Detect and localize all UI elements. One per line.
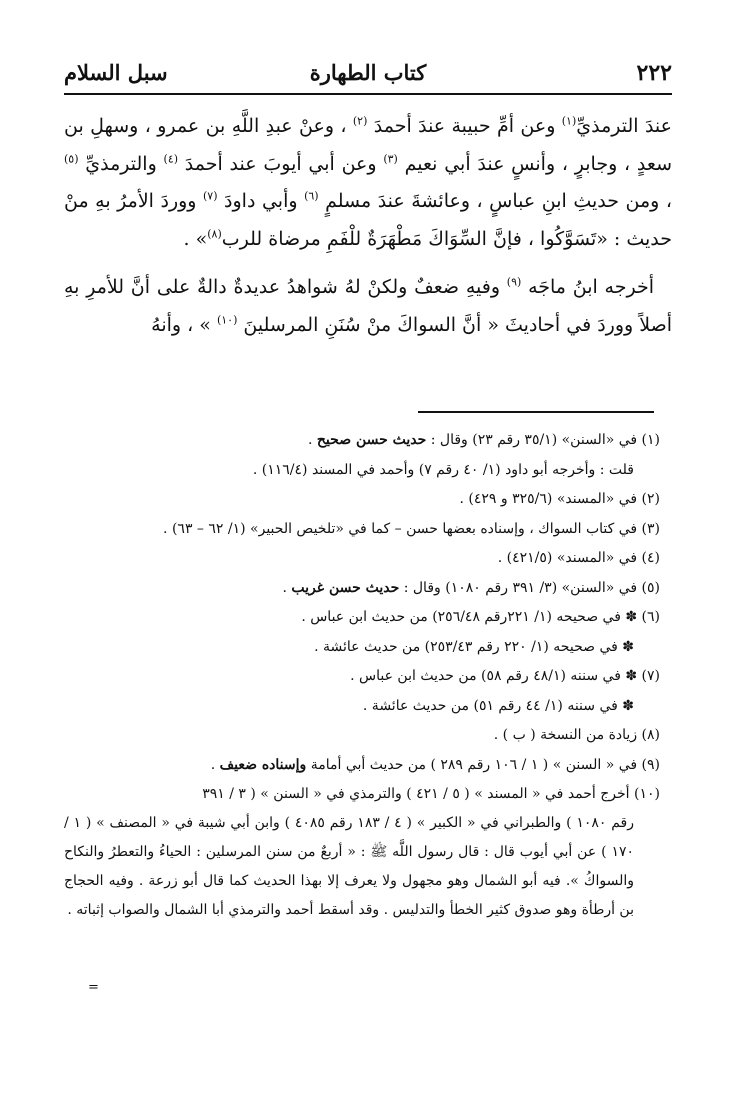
- text-run: والترمذيِّ: [78, 152, 164, 175]
- footnote-grade: حديث حسن غريب: [291, 579, 400, 596]
- header-rule: [64, 93, 672, 95]
- text-run: وعن أمِّ حبيبة عندَ أحمدَ: [367, 115, 562, 137]
- footnote-ref: (٤): [163, 152, 179, 166]
- footnote-1: [64, 426, 672, 456]
- footnote-text: (٩) في « السنن » ( ١ / ١٠٦ رقم ٢٨٩ ) من حديث أبي أمامة: [306, 756, 660, 773]
- footnote-ref: (٩): [506, 275, 522, 289]
- footnotes: [64, 426, 672, 925]
- footnote-ref: (٢): [352, 114, 368, 128]
- footnote-ref: (٥): [64, 152, 79, 166]
- footnote-10: [64, 780, 672, 925]
- footnote-5: [64, 574, 672, 604]
- footnote-6a: (٦) ✽ في صحيحه (١/ ٢٢١رقم ٢٥٦/٤٨) من حديث ابن عباس .: [301, 609, 660, 625]
- footnote-text: .: [210, 756, 220, 773]
- page-header: [64, 58, 672, 94]
- footnote-text: (١٠) أخرج أحمد في « المسند » ( ٥ / ٤٢١ ) والترمذي في « السنن » ( ٣ / ٣٩١: [202, 786, 660, 802]
- text-run: » ، وأنهُ: [151, 313, 217, 336]
- footnote-ref: (٣): [383, 152, 398, 166]
- footnote-text-continued: رقم ١٠٨٠ ) والطبراني في « الكبير » ( ٤ / ١٨٣ رقم ٤٠٨٥ ) وابن أبي شيبة في « المصنف » ( ١ / ١٧٠ ) عن أبي أيوب قال : قال رسول اللَّه ﷺ : « أربعٌ من سنن المرسلين : الحياءُ والتعطرُ والنكاح والسواكُ ». فيه أبو الشمال وهو مجهول ولا يعرف إلا بهذا الحديث كما قال أبو زرعة . وفيه الحجاج بن أرطأة وهو صدوق كثير الخطأ والتدليس . وقد أسقط أحمد والترمذي أبا الشمال والصواب إثباته .: [64, 815, 634, 918]
- footnote-ref: (١٠): [216, 313, 238, 327]
- chapter-title: كتاب الطهارة: [309, 60, 427, 85]
- footnote-text: .: [307, 432, 317, 448]
- text-run: وعن أبي أيوبَ عند أحمدَ: [178, 152, 384, 175]
- footnote-text: .: [282, 579, 292, 596]
- footnote-ref: (١): [561, 114, 577, 128]
- footnote-1-note: قلت : وأخرجه أبو داود (١/ ٤٠ رقم ٧) وأحمد في المسند (١١٦/٤) .: [252, 461, 634, 478]
- footnote-text: (٥) في «السنن» (٣/ ٣٩١ رقم ١٠٨٠) وقال :: [399, 579, 660, 596]
- margin-mark: =: [88, 980, 99, 995]
- main-text: [64, 108, 672, 344]
- footnote-text: (١) في «السنن» (٣٥/١ رقم ٢٣) وقال :: [426, 432, 660, 448]
- text-run: وفيهِ ضعفٌ ولكنْ لهُ شواهدُ عديدةٌ دالةٌ على أنَّ للأمرِ بهِ أصلاً ووردَ في أحاديثَ « أنَّ السواكَ منْ سُنَنِ المرسلينَ: [64, 276, 672, 336]
- book-title: سبل السلام: [64, 60, 168, 85]
- footnote-3: (٣) في كتاب السواك ، وإسناده بعضها حسن – كما في «تلخيص الحبير» (١/ ٦٢ – ٦٣) .: [163, 520, 660, 537]
- footnote-7a: (٧) ✽ في سننه (٤٨/١ رقم ٥٨) من حديث ابن عباس .: [350, 668, 660, 684]
- footnote-8: (٨) زيادة من النسخة ( ب ) .: [493, 727, 660, 743]
- text-run: ، وعنْ عبدِ اللَّهِ بن عمرو ، وسهلِ بن سعدٍ ، وجابرٍ ، وأنسٍ عندَ أبي نعيم: [64, 115, 672, 175]
- footnote-9: [64, 751, 672, 781]
- footnote-6b: ✽ في صحيحه (١/ ٢٢٠ رقم ٢٥٣/٤٣) من حديث عائشة .: [314, 638, 634, 655]
- footnote-grade: وإسناده ضعيف: [219, 756, 307, 773]
- footnote-ref: (٨): [207, 227, 222, 241]
- paragraph-2: [64, 269, 672, 344]
- text-run: وأبي داودَ: [217, 190, 305, 212]
- footnote-separator: [418, 411, 654, 413]
- footnote-4: (٤) في «المسند» (٤٢١/٥) .: [497, 550, 660, 566]
- text-run: أخرجه ابنُ ماجَه: [521, 276, 654, 298]
- footnote-2: (٢) في «المسند» (٣٢٥/٦ و ٤٢٩) .: [459, 491, 660, 507]
- paragraph-1: [64, 108, 672, 258]
- footnote-7b: ✽ في سننه (١/ ٤٤ رقم ٥١) من حديث عائشة .: [362, 697, 634, 714]
- text-run: » .: [183, 227, 208, 250]
- text-run: ، ومن حديثِ ابنِ عباسٍ ، وعائشةَ عندَ مسلمٍ: [318, 190, 672, 212]
- text-run: عندَ الترمذيِّ: [576, 115, 672, 137]
- footnote-grade: حديث حسن صحيح: [316, 432, 427, 448]
- page-number: ٢٢٢: [636, 60, 672, 86]
- footnote-ref: (٧): [203, 189, 218, 203]
- text-run: ووردَ الأمرُ بهِ منْ حديث : «تَسَوَّكُوا ، فإنَّ السِّوَاكَ مَطْهَرَةٌ للْفَمِ مرضاة للرب: [64, 190, 672, 250]
- footnote-ref: (٦): [304, 189, 319, 203]
